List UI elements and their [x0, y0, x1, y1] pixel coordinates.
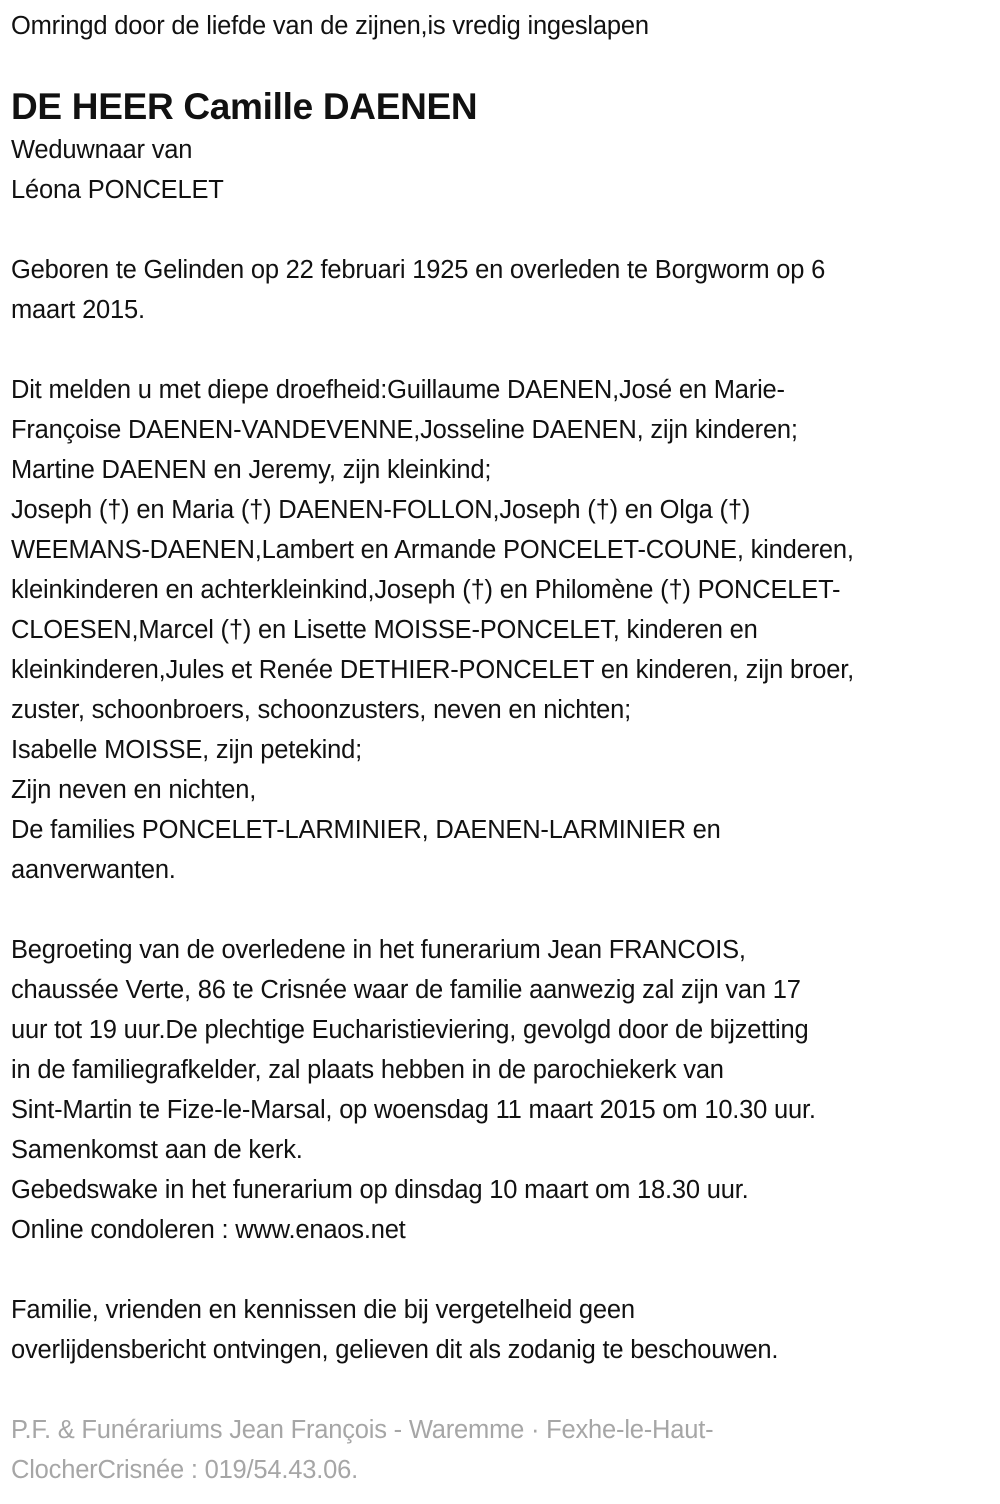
text-line: Samenkomst aan de kerk. [11, 1136, 303, 1164]
birth-death-paragraph [11, 250, 989, 330]
funeral-home-footer [11, 1410, 989, 1490]
closing-paragraph [11, 1290, 989, 1370]
intro-text: Omringd door de liefde van de zijnen,is vredig ingeslapen [11, 12, 649, 40]
text-line: Zijn neven en nichten, [11, 776, 257, 804]
text-line: Geboren te Gelinden op 22 februari 1925 en overleden te Borgworm op 6 [11, 256, 826, 284]
spacer [11, 890, 989, 930]
text-line: Dit melden u met diepe droefheid:Guillaume DAENEN,José en Marie- [11, 376, 785, 404]
text-line: aanverwanten. [11, 856, 176, 884]
spacer [11, 1370, 989, 1410]
text-line: Martine DAENEN en Jeremy, zijn kleinkind; [11, 456, 492, 484]
spacer [11, 330, 989, 370]
online-condolence-line: Online condoleren : www.enaos.net [11, 1216, 406, 1244]
spacer [11, 1250, 989, 1290]
text-line: in de familiegrafkelder, zal plaats hebben in de parochiekerk van [11, 1056, 724, 1084]
text-line: CLOESEN,Marcel (†) en Lisette MOISSE-PONCELET, kinderen en [11, 616, 758, 644]
widower-label: Weduwnaar van [11, 136, 193, 164]
ceremony-paragraph [11, 930, 989, 1250]
spacer [11, 210, 989, 250]
text-line: Françoise DAENEN-VANDEVENNE,Josseline DAENEN, zijn kinderen; [11, 416, 798, 444]
text-line: maart 2015. [11, 296, 145, 324]
family-paragraph [11, 370, 989, 890]
text-line: Joseph (†) en Maria (†) DAENEN-FOLLON,Joseph (†) en Olga (†) [11, 496, 751, 524]
text-line: Isabelle MOISSE, zijn petekind; [11, 736, 362, 764]
text-line: overlijdensbericht ontvingen, gelieven dit als zodanig te beschouwen. [11, 1336, 779, 1364]
text-line: Begroeting van de overledene in het funerarium Jean FRANCOIS, [11, 936, 746, 964]
text-line: kleinkinderen,Jules et Renée DETHIER-PONCELET en kinderen, zijn broer, [11, 656, 855, 684]
text-line: De families PONCELET-LARMINIER, DAENEN-LARMINIER en [11, 816, 721, 844]
footer-line: ClocherCrisnée : 019/54.43.06. [11, 1456, 358, 1484]
text-line: chaussée Verte, 86 te Crisnée waar de familie aanwezig zal zijn van 17 [11, 976, 801, 1004]
text-line: Gebedswake in het funerarium op dinsdag 10 maart om 18.30 uur. [11, 1176, 749, 1204]
text-line: uur tot 19 uur.De plechtige Eucharistieviering, gevolgd door de bijzetting [11, 1016, 809, 1044]
text-line: zuster, schoonbroers, schoonzusters, neven en nichten; [11, 696, 631, 724]
text-line: WEEMANS-DAENEN,Lambert en Armande PONCELET-COUNE, kinderen, [11, 536, 854, 564]
spouse-name: Léona PONCELET [11, 176, 224, 204]
text-line: kleinkinderen en achterkleinkind,Joseph (†) en Philomène (†) PONCELET- [11, 576, 841, 604]
deceased-name-title: DE HEER Camille DAENEN [11, 86, 478, 127]
text-line: Sint-Martin te Fize-le-Marsal, op woensdag 11 maart 2015 om 10.30 uur. [11, 1096, 816, 1124]
footer-line: P.F. & Funérariums Jean François - Waremme · Fexhe-le-Haut- [11, 1416, 714, 1444]
text-line: Familie, vrienden en kennissen die bij vergetelheid geen [11, 1296, 635, 1324]
